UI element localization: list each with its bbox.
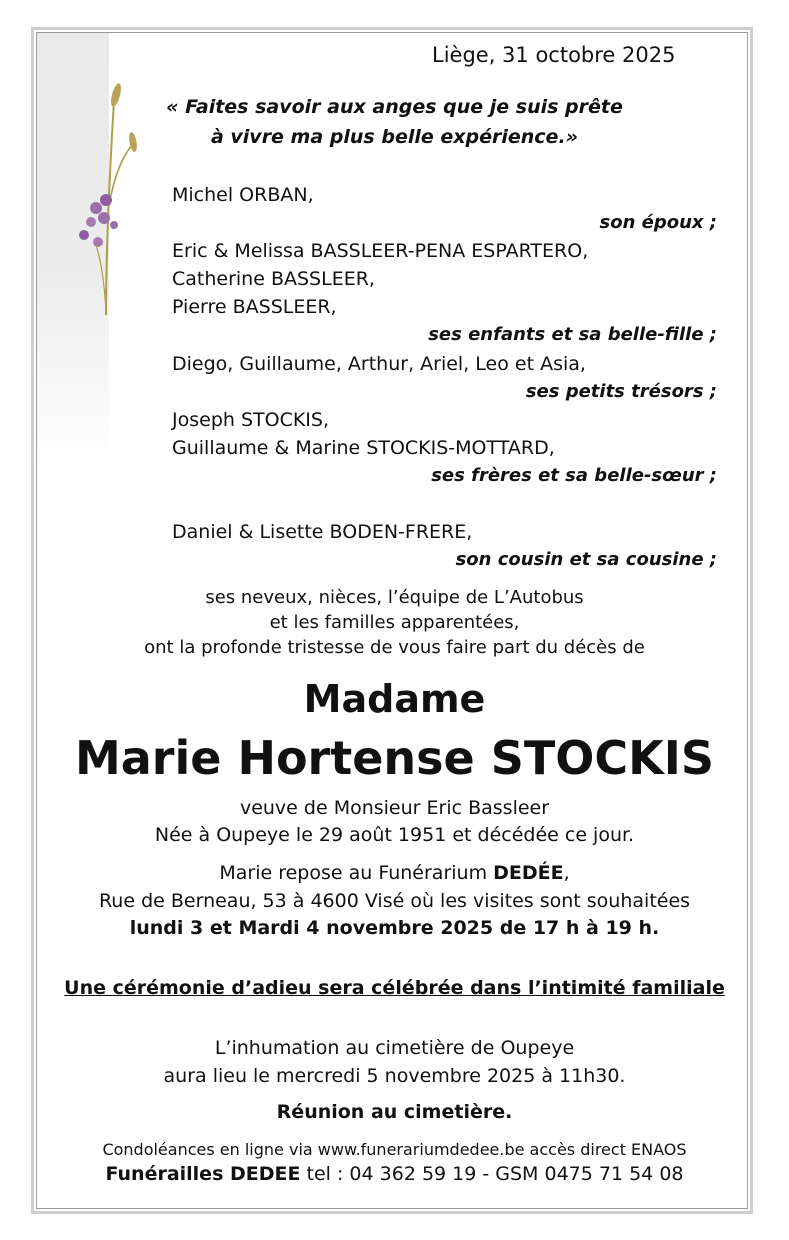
visit-line-3: lundi 3 et Mardi 4 novembre 2025 de 17 h à 19 h. [129, 917, 660, 939]
family-name: Joseph STOCKIS, [172, 409, 330, 431]
deceased-name: Marie Hortense STOCKIS [74, 731, 715, 785]
family-role: son époux ; [599, 212, 717, 233]
visit-line-1: Marie repose au Funérarium DEDÉE, [219, 862, 570, 884]
family-name: Guillaume & Marine STOCKIS-MOTTARD, [172, 437, 555, 459]
family-role: ses frères et sa belle-sœur ; [431, 465, 717, 486]
family-name: Daniel & Lisette BODEN-FRERE, [172, 521, 473, 543]
ceremony-line: Une cérémonie d’adieu sera célébrée dans l’intimité familiale [64, 977, 725, 999]
family-role: son cousin et sa cousine ; [455, 549, 717, 570]
quote-line-2: à vivre ma plus belle expérience.» [210, 126, 579, 148]
family-role: ses petits trésors ; [525, 381, 717, 402]
burial-line-2: aura lieu le mercredi 5 novembre 2025 à 11h30. [163, 1065, 626, 1087]
family-role: ses enfants et sa belle-fille ; [428, 324, 717, 345]
widow-line: veuve de Monsieur Eric Bassleer [239, 797, 550, 819]
family-name: Michel ORBAN, [172, 184, 314, 206]
condolences-line: Condoléances en ligne via www.funerariumdedee.be accès direct ENAOS [102, 1140, 687, 1159]
family-name: Catherine BASSLEER, [172, 268, 375, 290]
intro-line-3: ont la profonde tristesse de vous faire part du décès de [144, 637, 645, 658]
intro-line-2: et les familles apparentées, [269, 612, 520, 633]
burial-line-1: L’inhumation au cimetière de Oupeye [214, 1037, 575, 1059]
family-name: Diego, Guillaume, Arthur, Ariel, Leo et Asia, [172, 353, 586, 375]
date: Liège, 31 octobre 2025 [432, 43, 676, 67]
visit-line-2: Rue de Berneau, 53 à 4600 Visé où les visites sont souhaitées [98, 890, 691, 912]
company-line: Funérailles DEDEE tel : 04 362 59 19 - GSM 0475 71 54 08 [105, 1163, 684, 1185]
intro-line-1: ses neveux, nièces, l’équipe de L’Autobus [205, 587, 584, 608]
deceased-title: Madame [303, 677, 486, 721]
family-name: Eric & Melissa BASSLEER-PENA ESPARTERO, [172, 240, 589, 262]
family-name: Pierre BASSLEER, [172, 296, 337, 318]
birth-line: Née à Oupeye le 29 août 1951 et décédée ce jour. [154, 824, 635, 846]
burial-line-3: Réunion au cimetière. [276, 1101, 513, 1123]
quote-line-1: « Faites savoir aux anges que je suis prête [166, 96, 623, 118]
